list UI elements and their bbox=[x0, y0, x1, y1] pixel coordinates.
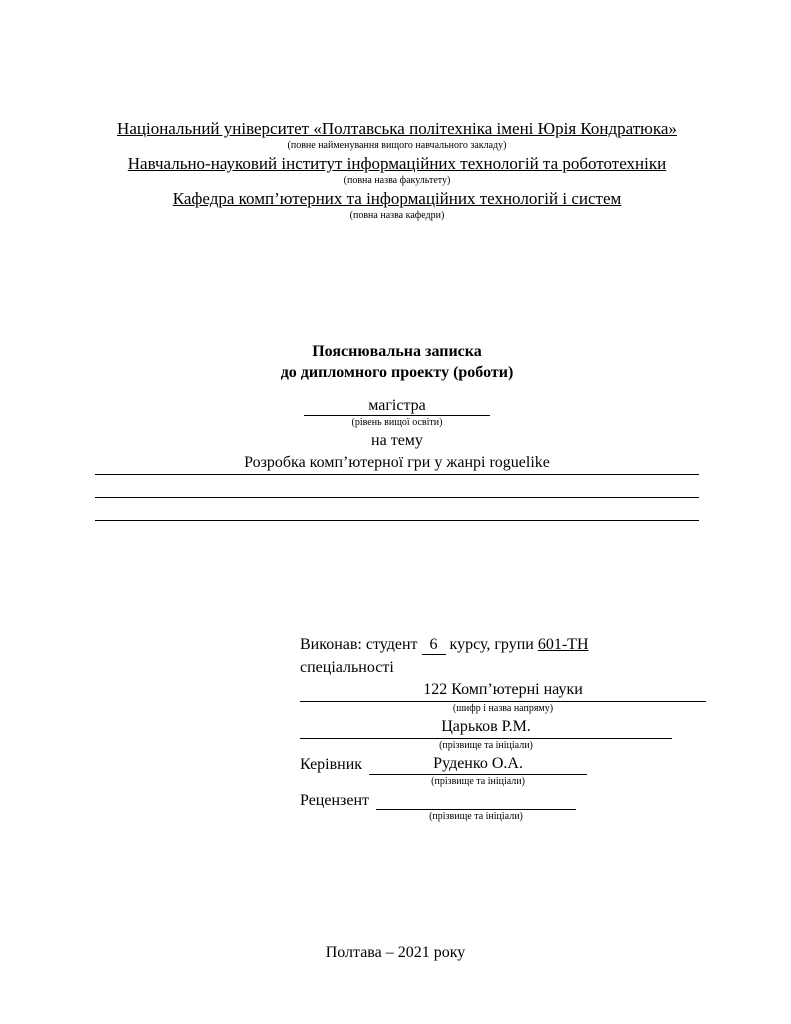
supervisor-caption: (прізвище та ініціали) bbox=[431, 776, 525, 787]
topic-label: на тему bbox=[371, 432, 423, 449]
student-name-field: Царьков Р.М. bbox=[300, 716, 672, 739]
author-block bbox=[300, 633, 706, 824]
institute-line bbox=[95, 153, 699, 174]
footer-city-year: Полтава – 2021 року bbox=[325, 944, 466, 961]
university-caption: (повне найменування вищого навчального закладу) bbox=[287, 140, 507, 151]
institute-caption: (повна назва факультету) bbox=[343, 175, 451, 186]
doc-title-line2: до дипломного проекту (роботи) bbox=[280, 364, 514, 381]
performed-label: Виконав: студент bbox=[300, 636, 418, 653]
supervisor-name-field: Руденко О.А. bbox=[369, 753, 587, 775]
degree-caption: (рівень вищої освіти) bbox=[351, 417, 443, 428]
course-field: 6 bbox=[422, 636, 446, 655]
supervisor-label: Керівник bbox=[300, 756, 363, 773]
reviewer-label: Рецензент bbox=[300, 792, 369, 809]
degree-row bbox=[95, 396, 699, 416]
course-suffix: курсу, групи bbox=[449, 636, 534, 653]
institute-name: Навчально-науковий інститут інформаційних технологій та робототехніки bbox=[127, 154, 667, 173]
reviewer-caption: (прізвище та ініціали) bbox=[429, 811, 523, 822]
blank-line bbox=[95, 498, 699, 521]
department-caption: (повна назва кафедри) bbox=[349, 210, 445, 221]
department-name: Кафедра комп’ютерних та інформаційних технологій і систем bbox=[172, 189, 622, 208]
university-name: Національний університет «Полтавська політехніка імені Юрія Кондратюка» bbox=[117, 119, 677, 138]
speciality-caption: (шифр і назва напряму) bbox=[452, 703, 554, 714]
doc-title-line1: Пояснювальна записка bbox=[312, 343, 482, 360]
title-block bbox=[95, 341, 699, 521]
performed-row bbox=[300, 633, 706, 656]
document-header bbox=[95, 118, 699, 223]
supervisor-stack bbox=[369, 753, 587, 789]
group-field: 601-ТН bbox=[537, 636, 589, 653]
topic-field: Розробка комп’ютерної гри у жанрі roguelike bbox=[95, 452, 699, 475]
degree-field: магістра bbox=[304, 396, 490, 416]
reviewer-stack bbox=[376, 789, 576, 824]
department-line bbox=[95, 188, 699, 209]
university-line bbox=[95, 118, 699, 139]
reviewer-name-field bbox=[376, 789, 576, 810]
student-name-caption: (прізвище та ініціали) bbox=[439, 740, 533, 751]
supervisor-row bbox=[300, 753, 706, 789]
reviewer-row bbox=[300, 789, 706, 824]
speciality-label: спеціальності bbox=[300, 659, 394, 676]
speciality-field: 122 Комп’ютерні науки bbox=[300, 679, 706, 702]
blank-line bbox=[95, 475, 699, 498]
